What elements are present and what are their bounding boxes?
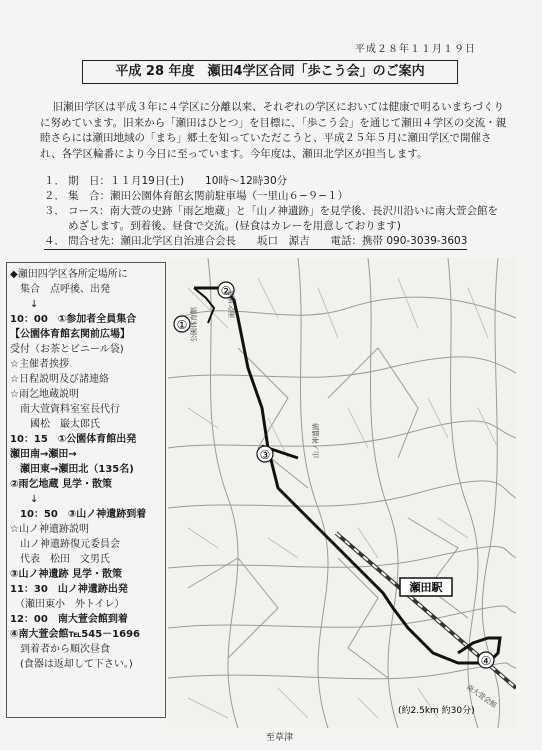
schedule-line: 集合 点呼後、出発 [10, 284, 110, 295]
schedule-line: ↓ [10, 299, 39, 310]
schedule-line: 瀬田南→瀬田→ [10, 449, 77, 460]
map-distance-note: (約2.5km 約30分) [398, 706, 475, 716]
schedule-line: 【公園体育館玄関前広場】 [10, 329, 130, 340]
detail-num: ３． [44, 205, 65, 217]
detail-text: 期 日：１１月19日(土) 10時～12時30分 [68, 175, 288, 187]
svg-text:③: ③ [259, 448, 271, 462]
detail-meeting [44, 189, 514, 204]
schedule-line: 國松 巌太郎氏 [10, 419, 100, 430]
schedule-line: ◆瀬田四学区各所定場所に [10, 269, 128, 280]
schedule-line: 10：50 ③山ノ神遺跡到着 [10, 509, 147, 520]
schedule-line: ②雨乞地蔵 見学・散策 [10, 479, 112, 490]
schedule-line: ☆日程説明及び諸連絡 [10, 374, 109, 385]
schedule-line: ☆主催者挨拶 [10, 359, 69, 370]
marker-1 [174, 316, 190, 332]
schedule-line: ↓ [10, 494, 39, 505]
marker-4 [478, 652, 494, 668]
svg-text:④: ④ [480, 654, 492, 668]
station-label: 瀬田駅 [409, 581, 443, 594]
schedule-line: 瀬田東→瀬田北（135名) [10, 464, 134, 475]
marker-2-label: 雨乞地蔵 [228, 290, 236, 318]
marker-3 [257, 446, 273, 462]
route-map [168, 258, 516, 728]
detail-text: 問合せ先：瀬田北学区自治連合会長 坂口 源吉 電話：携帯 090-3039-3603 [68, 234, 467, 250]
schedule-line: 10：15 ①公園体育館出発 [10, 434, 137, 445]
detail-num: １． [44, 175, 65, 187]
schedule-line: ④南大萱会館℡545－1696 [10, 629, 140, 640]
detail-course [44, 204, 514, 234]
svg-text:②: ② [220, 284, 232, 298]
marker-1-label: 公園体育館 [190, 307, 198, 342]
schedule-line: 到着者から順次昼食 [10, 644, 110, 655]
schedule-line: 山ノ神遺跡復元委員会 [10, 539, 120, 550]
event-details [44, 174, 514, 250]
north-label: 至草津 [266, 733, 294, 743]
schedule-line: ③山ノ神遺跡 見学・散策 [10, 569, 122, 580]
schedule-line: 南大萱資料室室長代行 [10, 404, 120, 415]
schedule-line: （瀬田東小 外トイレ） [10, 599, 125, 610]
station-box [400, 578, 452, 596]
page-bottom [0, 726, 542, 750]
marker-4-label: 南大萱会館 [464, 683, 499, 710]
page-title: 平成 28 年度 瀬田4学区合同「歩こう会」のご案内 [82, 60, 458, 84]
detail-num: ２． [44, 190, 65, 202]
svg-text:①: ① [176, 318, 188, 332]
schedule-line: ☆雨乞地蔵説明 [10, 389, 79, 400]
detail-text: 集 合：瀬田公園体育館玄関前駐車場（一里山６−９−１） [68, 190, 349, 202]
schedule-line: 12：00 南大萱会館到着 [10, 614, 128, 625]
marker-3-label: 山ノ神遺跡 [312, 423, 320, 458]
schedule-line: 受付（お茶とビニール袋) [10, 344, 124, 355]
map-svg [168, 258, 516, 728]
detail-text: コース：南大萱の史跡「雨乞地蔵」と「山ノ神遺跡」を見学後、長沢川沿いに南大萱会館をめざします。到着後、昼食で交流。(昼食はカレーを用意しております) [68, 205, 498, 232]
schedule-line: 代表 松田 文男氏 [10, 554, 110, 565]
issue-date: 平成２８年１１月１９日 [355, 44, 476, 55]
schedule-line: 10：00 ①参加者全員集合 [10, 314, 137, 325]
detail-num: ４． [44, 234, 68, 250]
schedule-box [6, 262, 166, 718]
schedule-line: (食器は返却して下さい。) [10, 659, 133, 670]
schedule-line: ☆山ノ神遺跡説明 [10, 524, 89, 535]
detail-date [44, 174, 514, 189]
detail-contact [44, 234, 514, 250]
schedule-line: 11：30 山ノ神遺跡出発 [10, 584, 128, 595]
intro-paragraph: 旧瀬田学区は平成３年に４学区に分離以来、それぞれの学区においては健康で明るいまちづくりに努めています。旧来から「瀬田はひとつ」を目標に、「歩こう会」を通じて瀬田４学区の交流・親睦さらには瀬田地域の「まち」郷土を知っていただこうと、平成２５年５月に瀬田学区で開催され、各学区輪番により今日に至っています。今年度は、瀬田北学区が担当します。 [40, 101, 507, 160]
